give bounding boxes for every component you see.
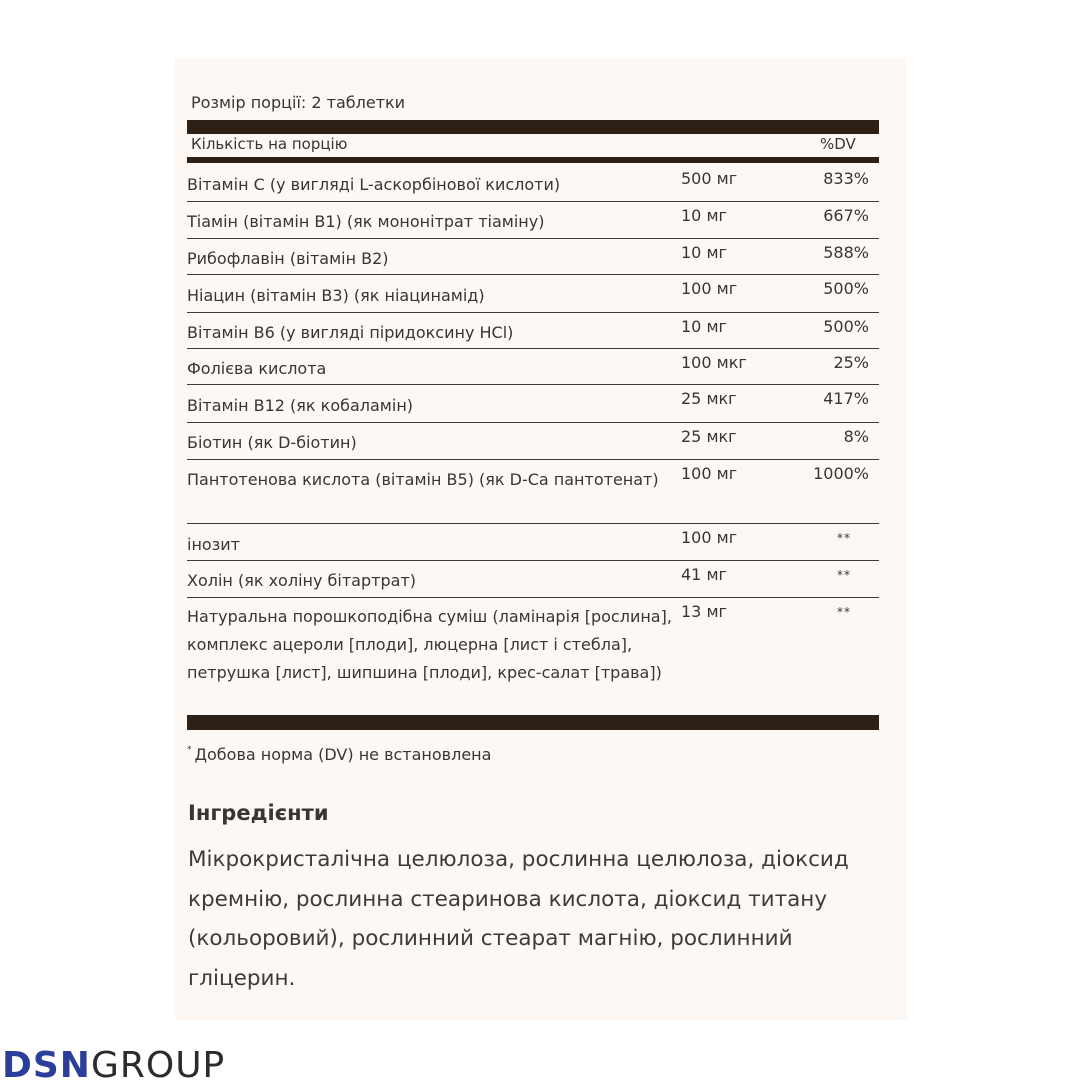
nutrient-name: Рибофлавін (вітамін В2) xyxy=(187,249,389,268)
table-row xyxy=(187,202,879,239)
nutrient-name: Пантотенова кислота (вітамін В5) (як D-Ca пантотенат) xyxy=(187,470,659,489)
footnote-text: Добова норма (DV) не встановлена xyxy=(194,745,492,764)
nutrient-dv: 667% xyxy=(823,206,869,225)
logo-part-dsn: DSN xyxy=(2,1045,91,1086)
nutrient-amount: 100 мг xyxy=(681,464,738,483)
ingredients-text: Мікрокристалічна целюлоза, рослинна целюлоза, діоксид кремнію, рослинна стеаринова кислота, діоксид титану (кольоровий), рослинний стеарат магнію, рослинний гліцерин. xyxy=(188,847,849,991)
nutrient-amount: 25 мкг xyxy=(681,389,737,408)
nutrient-dv: 500% xyxy=(823,317,869,336)
nutrient-amount: 10 мг xyxy=(681,243,727,262)
table-row xyxy=(187,385,879,423)
nutrient-dv: 25% xyxy=(833,353,869,372)
nutrient-amount: 100 мг xyxy=(681,528,738,547)
nutrient-dv: 8% xyxy=(843,427,869,446)
dv-footnote xyxy=(187,745,491,764)
nutrient-name: Натуральна порошкоподібна суміш (ламінарія [рослина], комплекс ацероли [плоди], люцерна [лист і стебла], петрушка [лист], шипшина [плоди], крес-салат [трава]) xyxy=(187,607,672,682)
ingredients-title: Інгредієнти xyxy=(188,801,329,825)
nutrient-name: Фолієва кислота xyxy=(187,359,327,378)
nutrient-dv: ** xyxy=(837,605,851,619)
logo-part-group: GROUP xyxy=(90,1045,226,1086)
nutrient-name: Ніацин (вітамін В3) (як ніацинамід) xyxy=(187,286,485,305)
nutrient-name: інозит xyxy=(187,535,240,554)
nutrient-amount: 100 мкг xyxy=(681,353,747,372)
table-row xyxy=(187,598,879,715)
nutrient-dv: 500% xyxy=(823,279,869,298)
table-row xyxy=(187,423,879,460)
table-row xyxy=(187,239,879,275)
footnote-mark: * xyxy=(187,745,192,755)
table-row xyxy=(187,349,879,385)
nutrient-amount: 10 мг xyxy=(681,317,727,336)
divider-top xyxy=(187,120,879,134)
table-row xyxy=(187,163,879,202)
dsngroup-logo xyxy=(2,1046,225,1086)
table-row xyxy=(187,524,879,561)
nutrient-name: Вітамін С (у вигляді L-аскорбінової кислоти) xyxy=(187,175,561,194)
nutrient-amount: 13 мг xyxy=(681,602,727,621)
nutrient-dv: ** xyxy=(837,568,851,582)
nutrient-name: Біотин (як D-біотин) xyxy=(187,433,357,452)
nutrient-name: Тіамін (вітамін В1) (як мононітрат тіаміну) xyxy=(187,212,545,231)
nutrient-amount: 100 мг xyxy=(681,279,738,298)
amount-per-serving-header: Кількість на порцію xyxy=(191,135,348,153)
divider-bottom xyxy=(187,715,879,730)
nutrient-amount: 500 мг xyxy=(681,169,738,188)
nutrient-dv: 833% xyxy=(823,169,869,188)
nutrient-name: Холін (як холіну бітартрат) xyxy=(187,571,416,590)
dv-header: %DV xyxy=(820,135,856,153)
nutrient-amount: 41 мг xyxy=(681,565,727,584)
nutrient-amount: 25 мкг xyxy=(681,427,737,446)
nutrient-dv: 1000% xyxy=(813,464,869,483)
table-row xyxy=(187,275,879,313)
nutrient-dv: ** xyxy=(837,531,851,545)
nutrient-dv: 588% xyxy=(823,243,869,262)
serving-size: Розмір порції: 2 таблетки xyxy=(191,93,406,112)
nutrient-table xyxy=(187,163,879,715)
nutrient-amount: 10 мг xyxy=(681,206,727,225)
table-row xyxy=(187,313,879,349)
nutrient-name: Вітамін В6 (у вигляді піридоксину HCl) xyxy=(187,323,514,342)
nutrient-name: Вітамін В12 (як кобаламін) xyxy=(187,396,414,415)
table-row xyxy=(187,561,879,598)
table-row xyxy=(187,460,879,524)
nutrient-dv: 417% xyxy=(823,389,869,408)
